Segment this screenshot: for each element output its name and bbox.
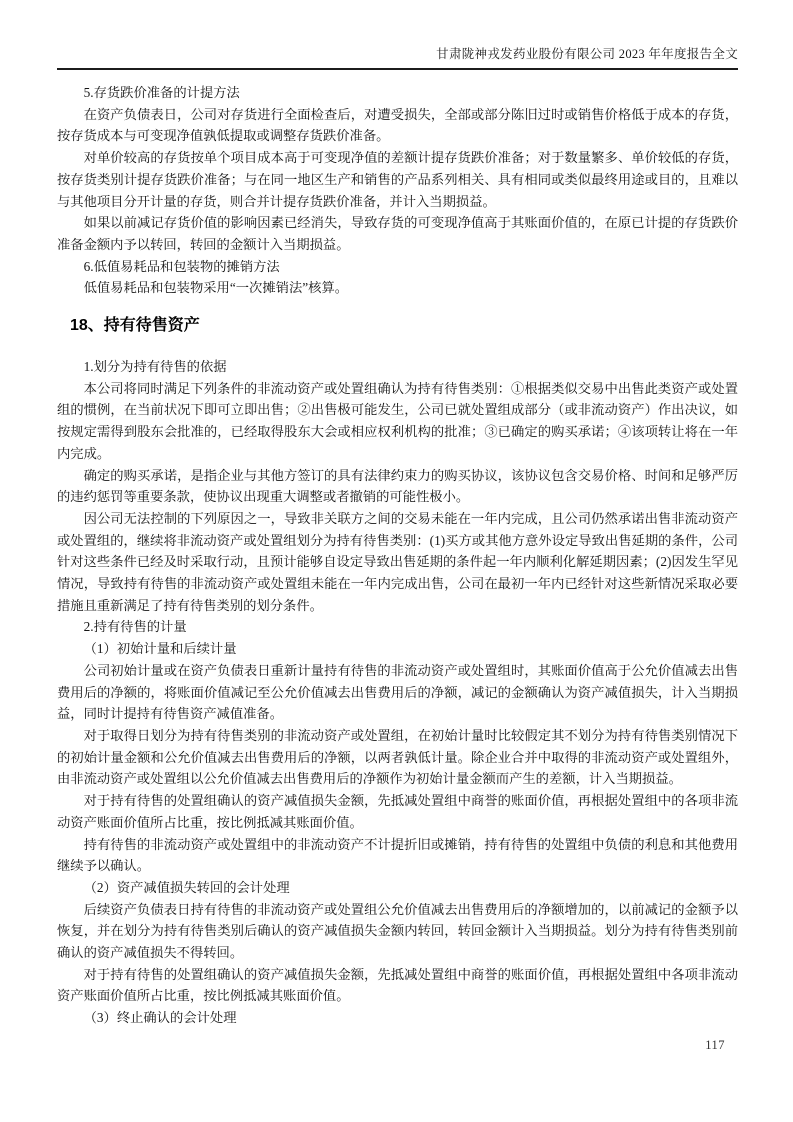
paragraph: 后续资产负债表日持有待售的非流动资产或处置组公允价值减去出售费用后的净额增加的，以前减记的金额予以恢复，并在划分为持有待售类别后确认的资产减值损失金额内转回，转回金额计入当期损益。划分为持有待售类别前确认的资产减值损失不得转回。 — [57, 901, 738, 961]
paragraph: 1.划分为持有待售的依据 — [83, 359, 227, 375]
paragraph: 本公司将同时满足下列条件的非流动资产或处置组确认为持有待售类别：①根据类似交易中出售此类资产或处置组的惯例，在当前状况下即可立即出售；②出售极可能发生，公司已就处置组成部分（或非流动资产）作出决议，如按规定需得到股东会批准的，已经取得股东大会或相应权利机构的批准；③已确定的购买承诺；④该项转让将在一年内完成。 — [57, 380, 738, 461]
paragraph: 如果以前减记存货价值的影响因素已经消失，导致存货的可变现净值高于其账面价值的，在原已计提的存货跌价准备金额内予以转回，转回的金额计入当期损益。 — [57, 215, 738, 252]
paragraph: （2）资产减值损失转回的会计处理 — [83, 879, 290, 895]
paragraph: 2.持有待售的计量 — [83, 619, 187, 635]
paragraph: 6.低值易耗品和包装物的摊销方法 — [83, 258, 280, 274]
section-heading: 18、持有待售资产 — [70, 317, 200, 335]
report-header — [57, 0, 738, 70]
paragraph: 5.存货跌价准备的计提方法 — [83, 85, 240, 100]
paragraph: 在资产负债表日，公司对存货进行全面检查后，对遭受损失，全部或部分陈旧过时或销售价格低于成本的存货，按存货成本与可变现净值孰低提取或调整存货跌价准备。 — [57, 106, 738, 144]
paragraph: 低值易耗品和包装物采用“一次摊销法”核算。 — [83, 280, 349, 296]
paragraph: 对于取得日划分为持有待售类别的非流动资产或处置组，在初始计量时比较假定其不划分为持有待售类别情况下的初始计量金额和公允价值减去出售费用后的净额，以两者孰低计量。除企业合并中取得的非流动资产或处置组外，由非流动资产或处置组以公允价值减去出售费用后的净额作为初始计量金额而产生的差额，计入当期损益。 — [57, 727, 738, 787]
paragraph: 持有待售的非流动资产或处置组中的非流动资产不计提折旧或摊销，持有待售的处置组中负债的利息和其他费用继续予以确认。 — [57, 836, 738, 874]
header-divider — [57, 68, 738, 70]
paragraph: （3）终止确认的会计处理 — [83, 1010, 237, 1026]
paragraph: 对于持有待售的处置组确认的资产减值损失金额，先抵减处置组中商誉的账面价值，再根据处置组中各项非流动资产账面价值所占比重，按比例抵减其账面价值。 — [57, 966, 738, 1004]
paragraph: 公司初始计量或在资产负债表日重新计量持有待售的非流动资产或处置组时，其账面价值高于公允价值减去出售费用后的净额的，将账面价值减记至公允价值减去出售费用后的净额，减记的金额确认为资产减值损失，计入当期损益，同时计提持有待售资产减值准备。 — [57, 662, 738, 722]
paragraph: 确定的购买承诺，是指企业与其他方签订的具有法律约束力的购买协议，该协议包含交易价格、时间和足够严厉的违约惩罚等重要条款，使协议出现重大调整或者撤销的可能性极小。 — [57, 467, 738, 505]
paragraph: 对于持有待售的处置组确认的资产减值损失金额，先抵减处置组中商誉的账面价值，再根据处置组中的各项非流动资产账面价值所占比重，按比例抵减其账面价值。 — [57, 793, 738, 830]
report-header-title: 甘肃陇神戎发药业股份有限公司 2023 年年度报告全文 — [436, 47, 738, 61]
page-content — [57, 0, 738, 1029]
page-number: 117 — [705, 1038, 725, 1052]
document-body — [57, 82, 738, 1029]
paragraph: 对单价较高的存货按单个项目成本高于可变现净值的差额计提存货跌价准备；对于数量繁多、单价较低的存货，按存货类别计提存货跌价准备；与在同一地区生产和销售的产品系列相关、具有相同或类似最终用途或目的，且难以与其他项目分开计量的存货，则合并计提存货跌价准备，并计入当期损益。 — [57, 150, 738, 209]
paragraph: （1）初始计量和后续计量 — [83, 641, 237, 657]
paragraph: 因公司无法控制的下列原因之一，导致非关联方之间的交易未能在一年内完成，且公司仍然承诺出售非流动资产或处置组的，继续将非流动资产或处置组划分为持有待售类别：(1)买方或其他方意外设定导致出售延期的条件，公司针对这些条件已经及时采取行动，且预计能够自设定导致出售延期的条件起一年内顺利化解延期因素；(2)因发生罕见情况，导致持有待售的非流动资产或处置组未能在一年内完成出售，公司在最初一年内已经针对这些新情况采取必要措施且重新满足了持有待售类别的划分条件。 — [57, 510, 738, 613]
